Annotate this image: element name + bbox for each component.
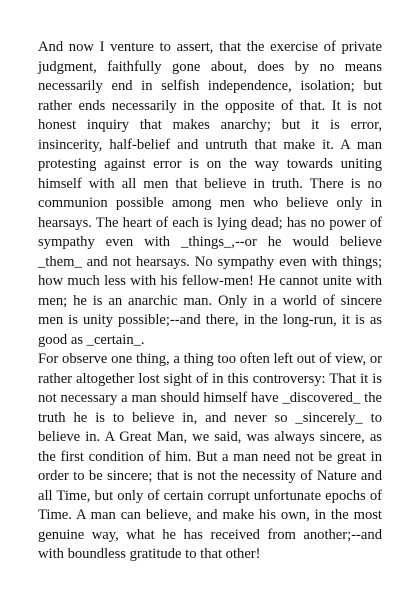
document-page — [38, 38, 382, 565]
paragraph-2: For observe one thing, a thing too often left out of view, or rather altogether lost sight of in this controversy: That it is not necessary a man should himself have _discovered_ the truth he is to believe in, and never so _sincerely_ to believe in. A Great Man, we said, was always sincere, as the first condition of him. But a man need not be great in order to be sincere; that is not the necessity of Nature and all Time, but only of certain corrupt unfortunate epochs of Time. A man can believe, and make his own, in the most genuine way, what he has received from another;--and with boundless gratitude to that other! — [38, 351, 382, 562]
paragraph-1: And now I venture to assert, that the exercise of private judgment, faithfully gone about, does by no means necessarily end in selfish independence, isolation; but rather ends necessarily in the opposite of that. It is not honest inquiry that makes anarchy; but it is error, insincerity, half-belief and untruth that make it. A man protesting against error is on the way towards uniting himself with all men that believe in truth. There is no communion possible among men who believe only in hearsays. The heart of each is lying dead; has no power of sympathy even with _things_,--or he would believe _them_ and not hearsays. No sympathy even with things; how much less with his fellow-men! He cannot unite with men; he is an anarchic man. Only in a world of sincere men is unity possible;--and there, in the long-run, it is as good as _certain_. — [38, 39, 382, 348]
